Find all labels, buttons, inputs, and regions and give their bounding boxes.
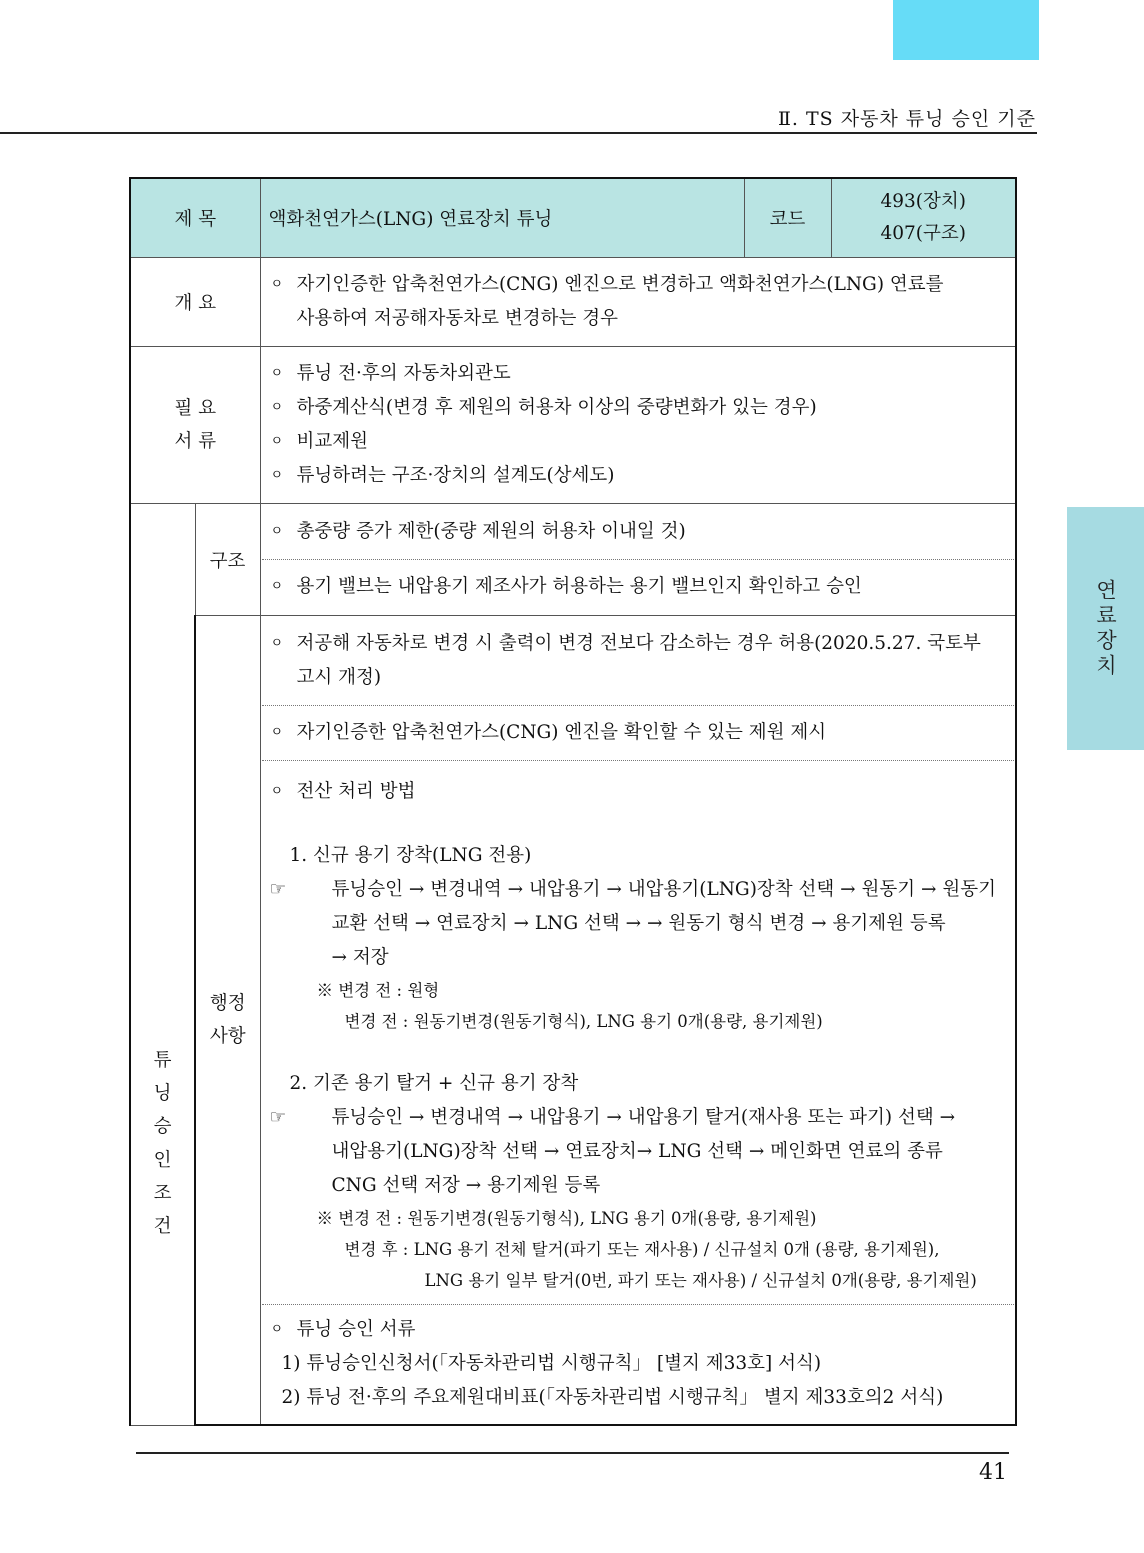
overview-text-2: 사용하여 저공해자동차로 변경하는 경우 bbox=[296, 308, 618, 329]
step2-title: 2. 기존 용기 탈거 + 신규 용기 장착 bbox=[289, 1073, 579, 1094]
approval-document-item-1: 1) 튜닝승인신청서(「자동차관리법 시행규칙」 [별지 제33호] 서식) bbox=[281, 1353, 822, 1374]
structure-row bbox=[130, 504, 1016, 616]
code-label: 코드 bbox=[744, 178, 831, 258]
step1-line-1: 튜닝승인 → 변경내역 → 내압용기 → 내압용기(LNG)장착 선택 → 원동기 → 원동기 bbox=[331, 879, 997, 900]
step1-note-1: ※ 변경 전 : 원형 bbox=[316, 981, 440, 1000]
side-chapter-label: 연료장치 bbox=[1093, 578, 1118, 679]
title-label: 제 목 bbox=[130, 178, 260, 258]
required-doc-item: ㅇ 비교제원 bbox=[270, 425, 1009, 459]
step2-note-2: 변경 후 : LNG 용기 전체 탈거(파기 또는 재사용) / 신규설치 0개 (용량, 용기제원), bbox=[344, 1240, 940, 1259]
required-docs-label bbox=[130, 347, 260, 504]
structure-label: 구조 bbox=[195, 504, 260, 616]
required-doc-item: ㅇ 튜닝 전·후의 자동차외관도 bbox=[270, 357, 1009, 391]
footer-divider bbox=[136, 1452, 1009, 1454]
title-row bbox=[130, 178, 1016, 258]
required-doc-item: ㅇ 튜닝하려는 구조·장치의 설계도(상세도) bbox=[270, 459, 1009, 493]
cond-label-char: 인 bbox=[153, 1149, 172, 1171]
approval-documents bbox=[262, 1304, 1015, 1423]
overview-content bbox=[260, 258, 1016, 347]
admin-label-line-1: 행정 bbox=[209, 992, 246, 1014]
overview-text-1: ㅇ 자기인증한 압축천연가스(CNG) 엔진으로 변경하고 액화천연가스(LNG) 연료를 bbox=[270, 268, 1009, 302]
section-header: Ⅱ. TS 자동차 튜닝 승인 기준 bbox=[777, 108, 1036, 130]
step2-line-3: CNG 선택 저장 → 용기제원 등록 bbox=[331, 1175, 601, 1196]
cond-label-char: 튜 bbox=[153, 1049, 172, 1071]
structure-item-2: ㅇ 용기 밸브는 내압용기 제조사가 허용하는 용기 밸브인지 확인하고 승인 bbox=[270, 570, 1009, 604]
required-docs-row bbox=[130, 347, 1016, 504]
code-value-device: 493(장치) bbox=[880, 190, 966, 212]
approval-conditions-label bbox=[130, 504, 195, 1426]
admin-item-1a: ㅇ 저공해 자동차로 변경 시 출력이 변경 전보다 감소하는 경우 허용(2020.5.27. 국토부 bbox=[270, 627, 1009, 661]
standard-table bbox=[129, 177, 1017, 1426]
admin-label bbox=[195, 616, 260, 1426]
required-docs-content bbox=[260, 347, 1016, 504]
header-divider bbox=[0, 132, 1037, 134]
admin-label-line-2: 사항 bbox=[209, 1026, 246, 1047]
structure-item-1: ㅇ 총중량 증가 제한(중량 제원의 허용차 이내일 것) bbox=[270, 515, 1009, 549]
overview-label: 개 요 bbox=[130, 258, 260, 347]
cond-label-char: 조 bbox=[153, 1183, 172, 1205]
step2-line-1: 튜닝승인 → 변경내역 → 내압용기 → 내압용기 탈거(재사용 또는 파기) 선택 → bbox=[331, 1107, 956, 1128]
step1-line-2: 교환 선택 → 연료장치 → LNG 선택 → → 원동기 형식 변경 → 용기제원 등록 bbox=[331, 913, 946, 934]
approval-documents-title: ㅇ 튜닝 승인 서류 bbox=[270, 1313, 1009, 1347]
pointing-hand-icon: ☞ bbox=[269, 879, 287, 900]
page-number: 41 bbox=[979, 1460, 1007, 1485]
structure-content bbox=[260, 504, 1016, 616]
admin-content bbox=[260, 616, 1016, 1426]
required-doc-item: ㅇ 하중계산식(변경 후 제원의 허용차 이상의 중량변화가 있는 경우) bbox=[270, 391, 1009, 425]
code-values bbox=[831, 178, 1016, 258]
approval-document-item-2: 2) 튜닝 전·후의 주요제원대비표(「자동차관리법 시행규칙」 별지 제33호의2 서식) bbox=[281, 1387, 944, 1408]
admin-item-2: ㅇ 자기인증한 압축천연가스(CNG) 엔진을 확인할 수 있는 제원 제시 bbox=[270, 716, 1009, 750]
cond-label-char: 닝 bbox=[153, 1083, 172, 1105]
code-value-structure: 407(구조) bbox=[880, 223, 966, 244]
step1-title: 1. 신규 용기 장착(LNG 전용) bbox=[289, 845, 532, 866]
processing-method bbox=[262, 760, 1015, 1304]
overview-row bbox=[130, 258, 1016, 347]
admin-row bbox=[130, 616, 1016, 1426]
processing-method-title: ㅇ 전산 처리 방법 bbox=[270, 775, 1009, 809]
side-chapter-tab bbox=[1067, 507, 1144, 750]
cond-label-char: 건 bbox=[153, 1216, 172, 1238]
step1-note-2: 변경 전 : 원동기변경(원동기형식), LNG 용기 0개(용량, 용기제원) bbox=[344, 1012, 823, 1031]
step2-note-1: ※ 변경 전 : 원동기변경(원동기형식), LNG 용기 0개(용량, 용기제원) bbox=[316, 1209, 817, 1228]
step1-line-3: → 저장 bbox=[331, 947, 389, 968]
title-value: 액화천연가스(LNG) 연료장치 튜닝 bbox=[260, 178, 744, 258]
top-color-tab bbox=[893, 0, 1039, 60]
pointing-hand-icon: ☞ bbox=[269, 1107, 287, 1128]
required-docs-label-line-1: 필 요 bbox=[174, 397, 217, 419]
admin-item-1b: 고시 개정) bbox=[296, 667, 382, 688]
required-docs-label-line-2: 서 류 bbox=[174, 431, 217, 452]
step2-note-3: LNG 용기 일부 탈거(0번, 파기 또는 재사용) / 신규설치 0개(용량, 용기제원) bbox=[424, 1271, 977, 1290]
step2-line-2: 내압용기(LNG)장착 선택 → 연료장치→ LNG 선택 → 메인화면 연료의 종류 bbox=[331, 1141, 943, 1162]
cond-label-char: 승 bbox=[153, 1116, 172, 1138]
